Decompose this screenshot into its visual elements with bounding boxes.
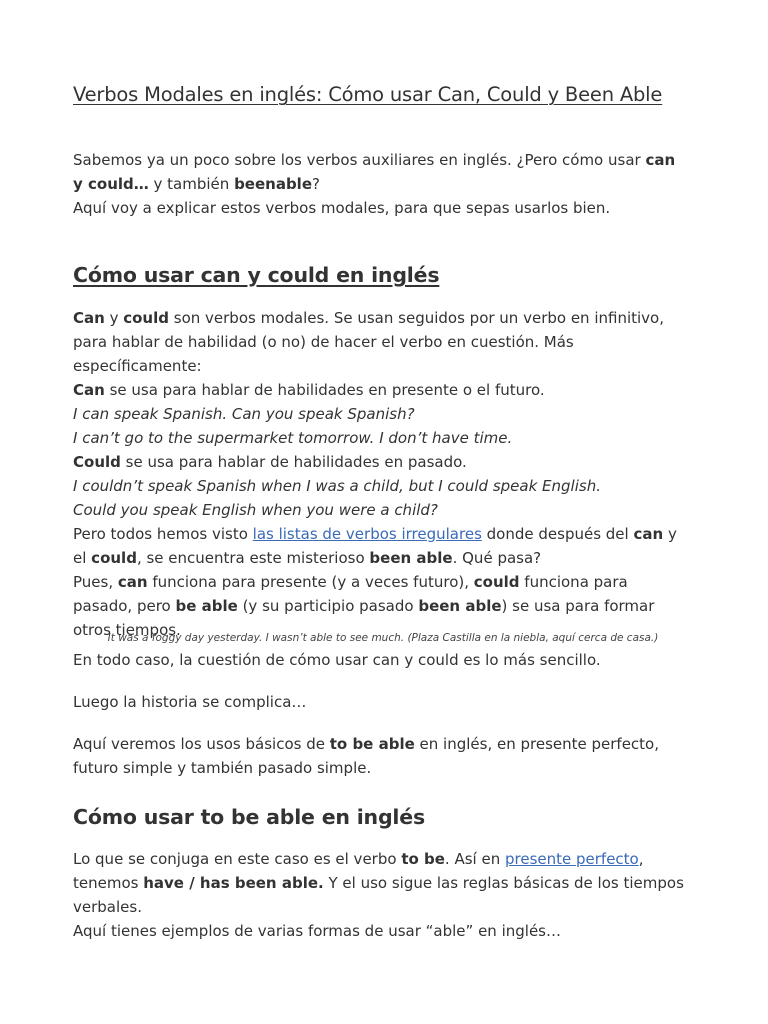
irregular-verbs-link[interactable]: las listas de verbos irregulares bbox=[252, 525, 482, 543]
section1-body: Can y could son verbos modales. Se usan seguidos por un verbo en infinitivo, para hablar de habilidad (o no) de hacer el verbo en cuestión. Más específicamente: Can se usa para hablar de habilidades en presente o el futuro. I can speak Spanish. Can you speak Spanish? I can’t go to the supermarket tomorrow. I don’t have time. Could se usa para hablar de habilidades en pasado. I couldn’t speak Spanish when I was a child, but I could speak English. Could you speak English when you were a child? Pero todos hemos visto las listas de verbos irregulares donde después del can y el could, se encuentra este misterioso been able. Qué pasa? Pues, can funciona para presente (y a veces futuro), could funciona para pasado, pero be able (y su participio pasado been able) se usa para formar otros tiempos. bbox=[73, 309, 677, 639]
section2-body: Lo que se conjuga en este caso es el verbo to be. Así en presente perfecto, tenemos have / has been able. Y el uso sigue las reglas básicas de los tiempos verbales. Aquí tienes ejemplos de varias formas de usar “able” en inglés… bbox=[73, 850, 684, 940]
example-sentence: Could you speak English when you were a child? bbox=[73, 501, 438, 519]
example-sentence: I couldn’t speak Spanish when I was a child, but I could speak English. bbox=[73, 477, 601, 495]
paragraph-todo: En todo caso, la cuestión de cómo usar can y could es lo más sencillo. bbox=[73, 651, 601, 669]
example-sentence: I can’t go to the supermarket tomorrow. I don’t have time. bbox=[73, 429, 513, 447]
section-heading-be-able: Cómo usar to be able en inglés bbox=[73, 805, 425, 829]
page-title: Verbos Modales en inglés: Cómo usar Can, Could y Been Able bbox=[73, 83, 663, 106]
intro-paragraph: Sabemos ya un poco sobre los verbos auxiliares en inglés. ¿Pero cómo usar can y could… y también beenable? Aquí voy a explicar estos verbos modales, para que sepas usarlos bien. bbox=[73, 151, 676, 217]
present-perfect-link[interactable]: presente perfecto bbox=[504, 850, 639, 868]
paragraph-luego: Luego la historia se complica… bbox=[73, 693, 307, 711]
paragraph-aqui: Aquí veremos los usos básicos de to be able en inglés, en presente perfecto, futuro simple y también pasado simple. bbox=[73, 735, 659, 777]
example-sentence: I can speak Spanish. Can you speak Spanish? bbox=[73, 405, 415, 423]
section-heading-can-could: Cómo usar can y could en inglés bbox=[73, 263, 440, 287]
image-caption: It was a foggy day yesterday. I wasn’t able to see much. (Plaza Castilla en la niebla, aquí cerca de casa.) bbox=[107, 632, 659, 644]
